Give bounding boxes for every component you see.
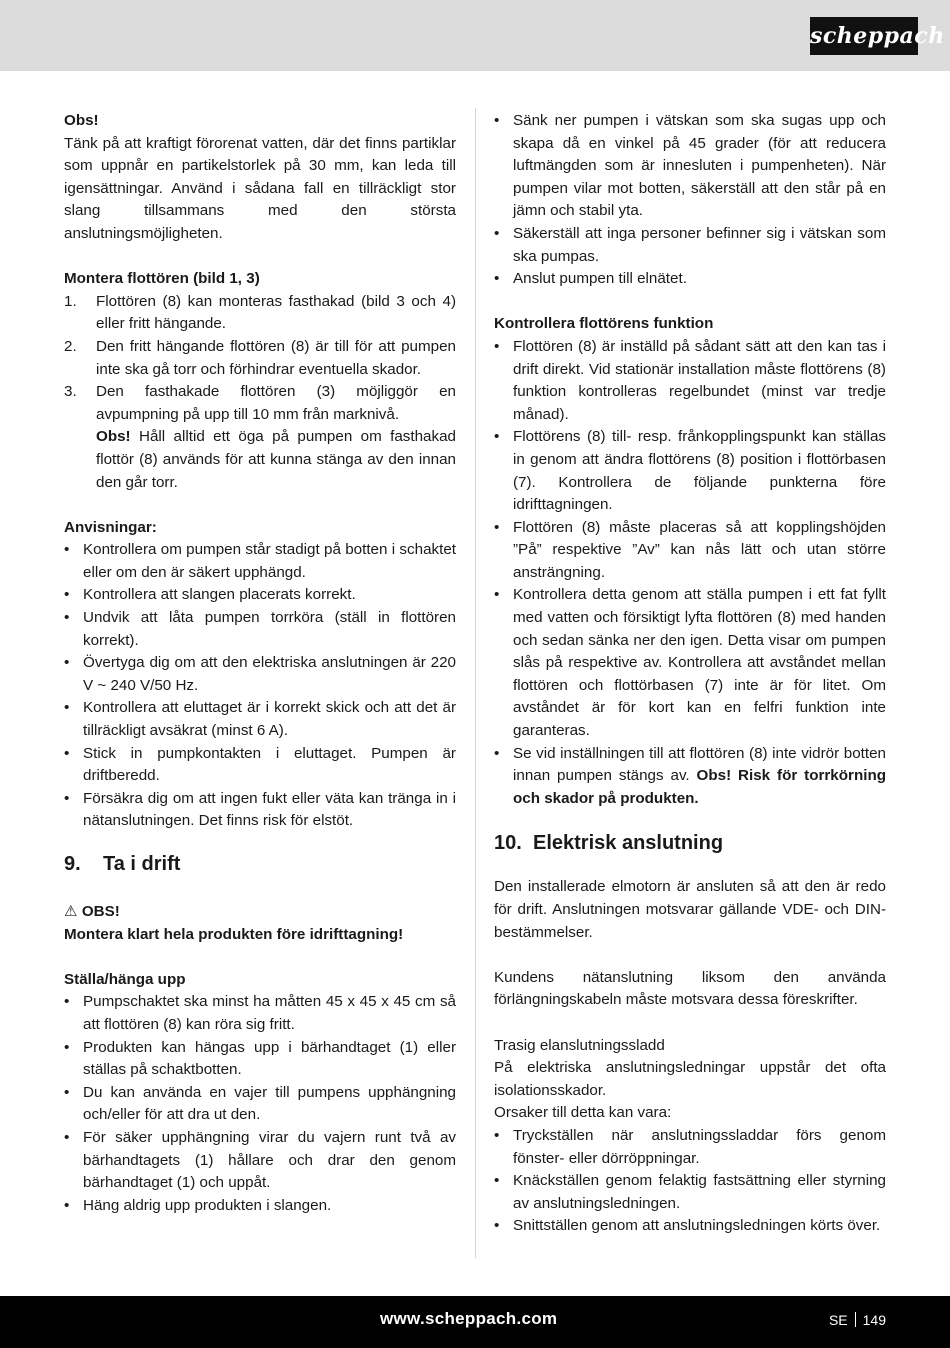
- check-list: [494, 336, 886, 810]
- list-item: • Stick in pumpkontakten i eluttaget. Pumpen är driftberedd.: [64, 743, 456, 788]
- causes-heading: Orsaker till detta kan vara:: [494, 1104, 672, 1122]
- float-obs-text: Håll alltid ett öga på pumpen om fasthakad flottör (8) används för att kunna stänga av den innan den går torr.: [96, 428, 456, 491]
- warning-text: Montera klart hela produkten före idrifttagning!: [64, 925, 404, 943]
- elec-paragraph-2: Kundens nätanslutning liksom den använda förlängningskabeln måste motsvara dessa föreskrifter.: [494, 968, 886, 1009]
- website-link[interactable]: www.scheppach.com: [380, 1309, 558, 1328]
- list-item: • Häng aldrig upp produkten i slangen.: [64, 1195, 456, 1218]
- page-header: [0, 0, 950, 71]
- notes-heading: Anvisningar:: [64, 518, 157, 536]
- list-item: • Pumpschaktet ska minst ha måtten 45 x 45 x 45 cm så att flottören (8) kan röra sig fritt.: [64, 991, 456, 1036]
- list-item: 1. Flottören (8) kan monteras fasthakad (bild 3 och 4) eller fritt hängande.: [64, 292, 456, 333]
- list-item: • Flottören (8) måste placeras så att kopplingshöjden ”På” respektive ”Av” kan nås lätt och utan större ansträngning.: [494, 517, 886, 585]
- float-steps-list: [64, 291, 456, 494]
- list-item: • Kontrollera att eluttaget är i korrekt skick och att det är tillräckligt avsäkrat (minst 6 A).: [64, 697, 456, 742]
- damage-heading: Trasig elanslutningssladd: [494, 1036, 665, 1054]
- list-item: 2. Den fritt hängande flottören (8) är till för att pumpen inte ska gå torr och förhindrar eventuella skador.: [64, 337, 456, 378]
- hang-heading: Ställa/hänga upp: [64, 970, 186, 988]
- obs-paragraph: Tänk på att kraftigt förorenat vatten, där det finns partiklar som uppnår en partikelstorlek på 30 mm, kan leda till igensättningar. Använd i sådana fall en tillräckligt stor slang tillsammans med den största anslutningsmöjligheten.: [64, 134, 456, 242]
- list-item: • Säkerställ att inga personer befinner sig i vätskan som ska pumpas.: [494, 223, 886, 268]
- brand-logo: scheppach: [810, 17, 918, 55]
- list-item: • Flottören (8) är inställd på sådant sätt att den kan tas i drift direkt. Vid stationär installation måste flottörens (8) funktion kontrolleras regelbundet (minst var tredje månad).: [494, 336, 886, 426]
- setup-list: [494, 110, 886, 291]
- list-item: • Produkten kan hängas upp i bärhandtaget (1) eller ställas på schaktbotten.: [64, 1037, 456, 1082]
- column-divider: [475, 108, 476, 1258]
- float-heading: Montera flottören (bild 1, 3): [64, 270, 260, 288]
- warning-heading: ⚠ OBS!: [64, 903, 120, 920]
- list-item: • För säker upphängning virar du vajern runt två av bärhandtagets (1) hållare och drar den genom bärhandtaget (1) och uppåt.: [64, 1127, 456, 1195]
- section-9-heading: 9. Ta i drift: [64, 853, 181, 875]
- list-item: • Knäckställen genom felaktig fastsättning eller styrning av anslutningsledningen.: [494, 1170, 886, 1215]
- list-item: • Sänk ner pumpen i vätskan som ska sugas upp och skapa då en vinkel på 45 grader (för att reducera luftmängden som är innesluten i pumpenheten). När pumpen vilar mot botten, säkerställ att den står på en jämn och stabil yta.: [494, 110, 886, 223]
- list-item: • Flottörens (8) till- resp. frånkopplingspunkt kan ställas in genom att ändra flottörens (8) position i flottörbasen (7). Kontrollera de följande punkterna före idrifttagningen.: [494, 426, 886, 516]
- elec-paragraph-1: Den installerade elmotorn är ansluten så att den är redo för drift. Anslutningen motsvarar gällande VDE- och DIN-bestämmelser.: [494, 878, 886, 941]
- list-item: 3. Den fasthakade flottören (3) möjliggör en avpumpning på upp till 10 mm från marknivå. Obs! Håll alltid ett öga på pumpen om fasthakad flottör (8) används för att kunna stänga av den innan den går torr.: [64, 383, 456, 491]
- list-item: • Kontrollera att slangen placerats korrekt.: [64, 584, 456, 607]
- obs-heading: Obs!: [64, 112, 99, 129]
- dry-run-warning: Obs! Risk för torrkörning och skador på produkten.: [513, 767, 886, 807]
- list-item: • Anslut pumpen till elnätet.: [494, 268, 886, 291]
- left-column: [64, 110, 456, 1217]
- list-item: • Kontrollera om pumpen står stadigt på botten i schaktet eller om den är säkert upphängd.: [64, 539, 456, 584]
- hang-list: [64, 991, 456, 1217]
- float-obs-label: Obs!: [96, 428, 131, 446]
- page-number: SE 149: [828, 1312, 886, 1328]
- notes-list: [64, 539, 456, 833]
- check-heading: Kontrollera flottörens funktion: [494, 315, 714, 333]
- page-footer: [0, 1296, 950, 1348]
- warning-triangle-icon: ⚠: [64, 903, 78, 920]
- damage-paragraph: På elektriska anslutningsledningar uppstår det ofta isolationsskador.: [494, 1059, 886, 1099]
- list-item: • Kontrollera detta genom att ställa pumpen i ett fat fyllt med vatten och försiktigt lyfta flottören (8) med handen och sedan sänka ner den igen. Detta visar om pumpen slås på respektive av. Kontrollera att avståndet mellan flottören och flottörbasen (7) inte är för litet. Om avståndet är för kort kan en felfri funktion inte garanteras.: [494, 584, 886, 742]
- causes-list: [494, 1125, 886, 1238]
- list-item: • Försäkra dig om att ingen fukt eller väta kan tränga in i nätanslutningen. Det finns risk för elstöt.: [64, 788, 456, 833]
- list-item: • Du kan använda en vajer till pumpens upphängning och/eller för att dra ut den.: [64, 1082, 456, 1127]
- list-item: • Undvik att låta pumpen torrköra (ställ in flottören korrekt).: [64, 607, 456, 652]
- list-item: • Tryckställen när anslutningssladdar förs genom fönster- eller dörröppningar.: [494, 1125, 886, 1170]
- right-column: [494, 110, 886, 1238]
- list-item: • Snittställen genom att anslutningsledningen körts över.: [494, 1215, 886, 1238]
- list-item: • Se vid inställningen till att flottören (8) inte vidrör botten innan pumpen stängs av. Obs! Risk för torrkörning och skador på produkten.: [494, 743, 886, 811]
- list-item: • Övertyga dig om att den elektriska anslutningen är 220 V ~ 240 V/50 Hz.: [64, 652, 456, 697]
- section-10-heading: 10. Elektrisk anslutning: [494, 832, 724, 855]
